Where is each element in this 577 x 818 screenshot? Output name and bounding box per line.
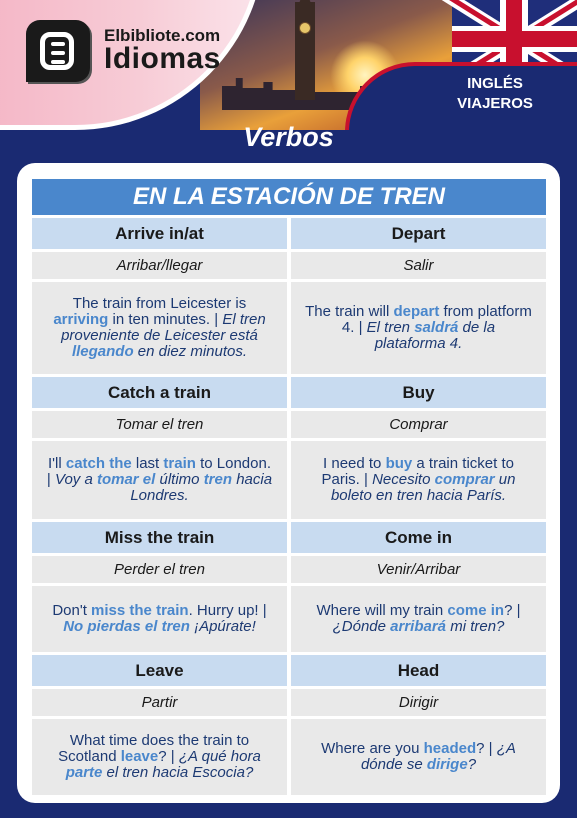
brand-small: Elbibliote.com	[104, 26, 221, 45]
translation-cell: Salir	[291, 252, 546, 279]
example-text: Necesito	[372, 471, 435, 488]
example-text: El tren	[366, 319, 415, 336]
example-sentence	[305, 456, 532, 504]
highlighted-word: parte	[65, 764, 103, 781]
example-text: ¿A qué hora	[178, 748, 261, 765]
example-cell	[32, 719, 287, 795]
verb-cell: Head	[291, 655, 546, 686]
example-sentence	[305, 304, 532, 352]
example-text: El tren proveniente de Leicester está	[61, 311, 266, 344]
highlighted-word: come in	[447, 602, 505, 619]
highlighted-word: headed	[423, 740, 477, 757]
example-sentence	[305, 603, 532, 635]
example-text: in ten minutes. |	[108, 311, 223, 328]
highlighted-word: leave	[120, 748, 159, 765]
brand-large: Idiomas	[104, 42, 221, 75]
page-title: Verbos	[243, 122, 334, 152]
example-text: The train from Leicester is	[72, 295, 247, 312]
verb-cell: Catch a train	[32, 377, 287, 408]
example-cell	[291, 441, 546, 519]
big-ben-clock	[299, 22, 311, 34]
translation-cell: Comprar	[291, 411, 546, 438]
example-text: Voy a	[55, 471, 97, 488]
example-text: mi tren?	[446, 618, 505, 635]
vocabulary-card	[17, 163, 560, 803]
example-text: last	[131, 455, 164, 472]
example-text: el tren hacia Escocia?	[102, 764, 254, 781]
highlighted-word: arriving	[53, 311, 109, 328]
highlighted-word: depart	[393, 303, 440, 320]
highlighted-word: tren	[203, 471, 233, 488]
highlighted-word: miss the train	[91, 602, 189, 619]
category-badge	[440, 74, 550, 114]
example-text: ¡Apúrate!	[189, 618, 256, 635]
example-text: a train ticket to Paris. |	[321, 455, 514, 488]
big-ben-tower	[295, 2, 315, 100]
example-text: Where are you	[321, 740, 424, 757]
example-text: I'll	[47, 455, 66, 472]
example-text: Don't	[52, 602, 92, 619]
example-text: último	[155, 471, 204, 488]
translation-cell: Partir	[32, 689, 287, 716]
example-cell	[291, 282, 546, 374]
example-text: ? |	[504, 602, 521, 619]
example-text: What time does the train to Scotland	[58, 732, 250, 765]
header	[0, 0, 577, 130]
example-text: to London. |	[46, 455, 271, 488]
example-sentence	[46, 456, 273, 504]
vocabulary-table	[32, 179, 546, 795]
example-text: ?	[467, 756, 477, 773]
example-cell	[32, 282, 287, 374]
example-text: en diez minutos.	[133, 343, 248, 360]
highlighted-word: tomar el	[96, 471, 156, 488]
highlighted-word: buy	[385, 455, 413, 472]
example-text: . Hurry up! |	[188, 602, 267, 619]
example-text: ? |	[158, 748, 179, 765]
table-heading: EN LA ESTACIÓN DE TREN	[32, 179, 546, 215]
highlighted-word: No pierdas el tren	[63, 618, 190, 635]
example-text: ? |	[476, 740, 497, 757]
badge-line-2: VIAJEROS	[457, 95, 533, 112]
verb-cell: Buy	[291, 377, 546, 408]
example-text: ¿Dónde	[332, 618, 391, 635]
verb-cell: Come in	[291, 522, 546, 553]
example-cell	[291, 719, 546, 795]
logo-icon	[26, 20, 90, 82]
big-ben-spire	[298, 0, 312, 6]
verb-cell: Miss the train	[32, 522, 287, 553]
highlighted-word: saldrá	[414, 319, 459, 336]
highlighted-word: train	[163, 455, 196, 472]
example-text: Where will my train	[316, 602, 448, 619]
highlighted-word: dirige	[426, 756, 468, 773]
example-text: ¿A dónde se	[360, 740, 516, 773]
translation-cell: Arribar/llegar	[32, 252, 287, 279]
example-text: hacia Londres.	[130, 471, 273, 504]
verb-cell: Depart	[291, 218, 546, 249]
example-cell	[291, 586, 546, 652]
example-sentence	[305, 741, 532, 773]
translation-cell: Tomar el tren	[32, 411, 287, 438]
highlighted-word: catch the	[65, 455, 132, 472]
translation-cell: Dirigir	[291, 689, 546, 716]
example-sentence	[46, 733, 273, 781]
example-cell	[32, 441, 287, 519]
verb-cell: Leave	[32, 655, 287, 686]
example-cell	[32, 586, 287, 652]
highlighted-word: llegando	[71, 343, 134, 360]
highlighted-word: arribará	[390, 618, 447, 635]
example-text: I need to	[323, 455, 386, 472]
translation-cell: Venir/Arribar	[291, 556, 546, 583]
verb-cell: Arrive in/at	[32, 218, 287, 249]
example-sentence	[46, 296, 273, 360]
example-text: un boleto en tren hacia París.	[330, 471, 516, 504]
example-text: de la plataforma 4.	[374, 319, 496, 352]
example-sentence	[46, 603, 273, 635]
translation-cell: Perder el tren	[32, 556, 287, 583]
example-text: The train will	[305, 303, 394, 320]
logo-e-glyph	[40, 32, 74, 70]
vocabulary-grid	[32, 218, 546, 795]
badge-line-1: INGLÉS	[467, 75, 523, 92]
example-text: from platform 4. |	[341, 303, 532, 336]
highlighted-word: comprar	[434, 471, 495, 488]
